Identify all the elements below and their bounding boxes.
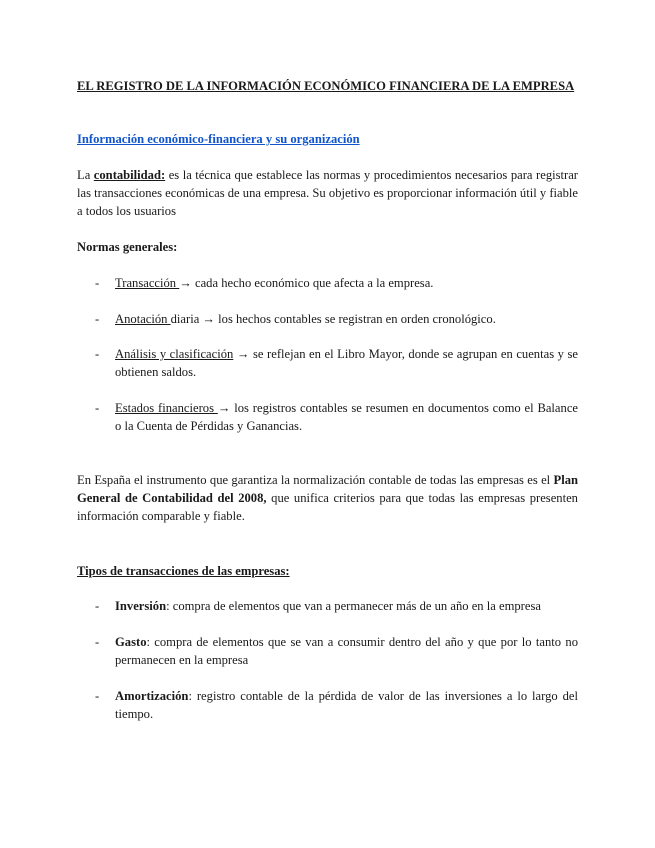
type-text: : compra de elementos que van a permanecer más de un año en la empresa <box>166 599 541 613</box>
bullet-dash: - <box>95 312 100 326</box>
term-contabilidad: contabilidad: <box>93 168 166 182</box>
norm-term: Estados financieros <box>115 401 218 415</box>
type-term: Gasto <box>115 635 147 649</box>
norm-text: → cada hecho económico que afecta a la empresa. <box>179 276 434 290</box>
term-plan-general: Plan General de Contabilidad del 2008, <box>77 473 578 505</box>
norm-item <box>95 274 578 292</box>
document-title: EL REGISTRO DE LA INFORMACIÓN ECONÓMICO FINANCIERA DE LA EMPRESA <box>77 79 575 93</box>
norm-term: Transacción <box>115 276 180 290</box>
norm-term: Análisis y clasificación <box>115 347 234 361</box>
intro-text: es la técnica que establece las normas y procedimientos necesarios para registrar las transacciones económicas de una empresa. Su objetivo es proporcionar información útil y fiable a todos los usuarios <box>77 168 578 218</box>
types-heading: Tipos de transacciones de las empresas: <box>77 564 290 578</box>
bullet-dash: - <box>95 599 100 613</box>
intro-paragraph <box>77 166 578 220</box>
type-item <box>95 633 578 669</box>
norm-item <box>95 345 578 381</box>
type-item <box>95 687 578 723</box>
intro-lead: La <box>77 168 94 182</box>
bullet-dash: - <box>95 689 100 703</box>
spain-paragraph <box>77 471 578 525</box>
section-link-informacion[interactable]: Información económico-financiera y su organización <box>77 132 360 146</box>
norm-item <box>95 399 578 435</box>
type-term: Inversión <box>115 599 167 613</box>
norm-text: diaria → los hechos contables se registran en orden cronológico. <box>170 312 496 326</box>
norms-heading: Normas generales: <box>77 240 178 254</box>
type-item <box>95 597 578 615</box>
spain-text: que unifica criterios para que todas las empresas presenten información comparable y fiable. <box>77 491 578 523</box>
bullet-dash: - <box>95 347 100 361</box>
norm-term: Anotación <box>115 312 171 326</box>
spain-lead: En España el instrumento que garantiza la normalización contable de todas las empresas es el <box>77 473 554 487</box>
type-text: : registro contable de la pérdida de valor de las inversiones a lo largo del tiempo. <box>115 689 578 721</box>
norm-text: → se reflejan en el Libro Mayor, donde se agrupan en cuentas y se obtienen saldos. <box>115 347 578 379</box>
bullet-dash: - <box>95 401 100 415</box>
type-term: Amortización <box>115 689 189 703</box>
type-text: : compra de elementos que se van a consumir dentro del año y que por lo tanto no permanecen en la empresa <box>115 635 578 667</box>
norm-text: → los registros contables se resumen en documentos como el Balance o la Cuenta de Pérdidas y Ganancias. <box>115 401 578 433</box>
bullet-dash: - <box>95 276 100 290</box>
norm-item <box>95 310 578 328</box>
bullet-dash: - <box>95 635 100 649</box>
